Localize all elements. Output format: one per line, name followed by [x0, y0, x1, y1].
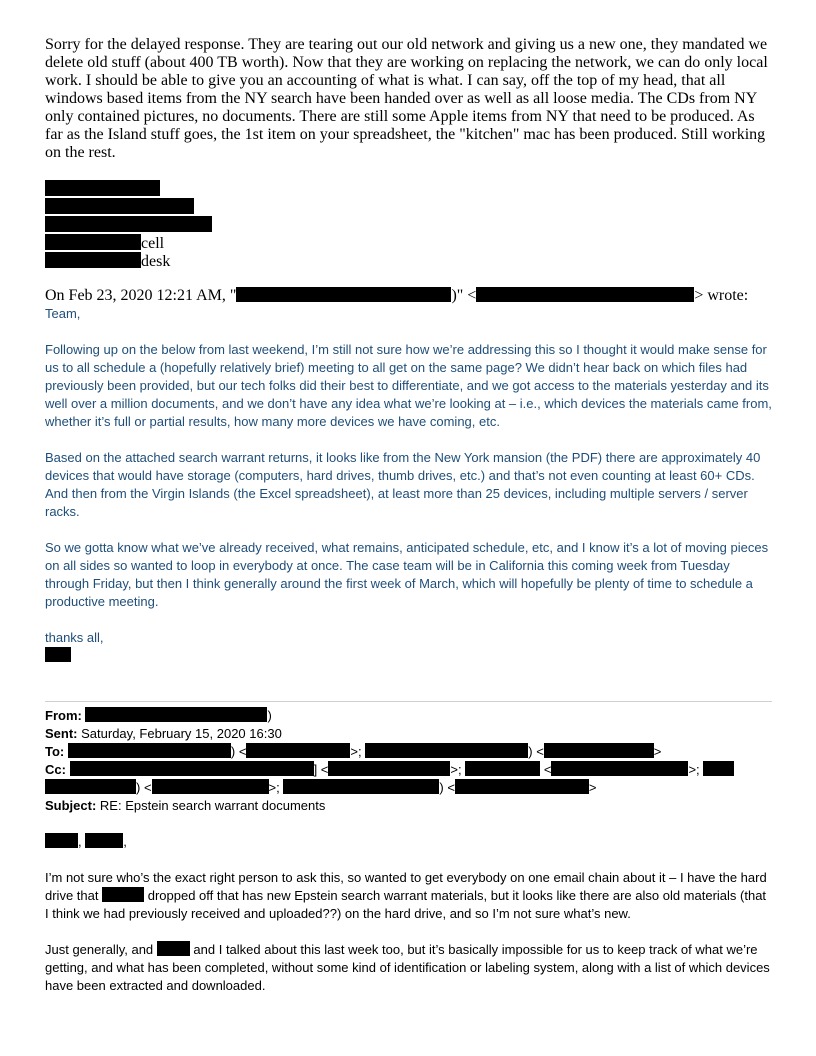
to-label: To: — [45, 744, 65, 759]
reply-body: Sorry for the delayed response. They are tearing out our old network and giving us a new one, they mandated we delete old stuff (about 400 TB worth). Now that they are working on replacing the network, we can do only local work. I should be able to give you an accounting of what is what. I can say, off the top of my head, that all windows based items from the NY search have been handed over as well as all loose media. The CDs from NY only contained pictures, no documents. There are still some Apple items from NY that need to be produced. As far as the Island stuff goes, the 1st item on your spreadsheet, the "kitchen" mac has been produced. Still working on the rest. — [45, 36, 768, 161]
quote-header-prefix: On Feb 23, 2020 12:21 AM, " — [45, 287, 237, 304]
redaction-block — [45, 234, 141, 250]
earlier-email-body: , , I’m not sure who’s the exact right person to ask this, so wanted to get everybody on one email chain about it – I have the hard drive that dropped off that has new Epstein search warrant materials, but it looks like there are also old materials (that I think we had previously received and uploaded??) on the hard drive, and so I’m not sure what’s new. Just generally, and and I talked about this last week too, but it’s basically impossible for us to keep track of what we’re getting, and what has been completed, without some kind of identification or labeling system, along with a list of which devices have been extracted and downloaded. — [45, 815, 772, 995]
quoted-message — [45, 305, 772, 665]
earlier-paragraph — [45, 869, 772, 923]
quote-header — [45, 287, 772, 305]
quote-header-mid: )" < — [451, 287, 477, 304]
redaction-block — [551, 761, 688, 776]
from-label: From: — [45, 708, 82, 723]
redaction-block — [476, 287, 694, 302]
redaction-block — [236, 287, 451, 302]
earlier-paragraph-part: dropped off that has new Epstein search warrant materials, but it looks like there are also old materials (that I think we had previously received and uploaded??) on the hard drive, and so I’m not sure what’s new. — [45, 888, 767, 921]
redaction-block — [246, 743, 350, 758]
redaction-block — [85, 707, 267, 722]
redaction-block — [85, 833, 123, 848]
earlier-email-header: From: ) Sent: Saturday, February 15, 2020 16:30 To: ) < >; ) < > Cc: ] < >; < >; ) < >; ) < > Subject: RE: Epstein search warrant documents — [45, 707, 772, 815]
redaction-block — [70, 761, 314, 776]
quoted-paragraph: Following up on the below from last weekend, I’m still not sure how we’re addressing this so I thought it would make sense for us to all schedule a (hopefully relatively brief) meeting to all get on the same page? We didn’t hear back on which files had previously been provided, but our tech folks did their best to differentiate, and we got access to the materials yesterday and its well over a million documents, and we don’t have any idea what we’re looking at – i.e., which devices the materials came from, whether it’s full or partial results, how many more devices we have coming, etc. — [45, 342, 772, 429]
cc-label: Cc: — [45, 762, 66, 777]
redaction-block — [45, 216, 212, 232]
redaction-block — [365, 743, 528, 758]
signature-desk-label: desk — [141, 253, 171, 270]
signature-block — [45, 180, 772, 270]
earlier-paragraph-part: I’m not sure who’s the exact right person to ask this, so wanted to get everybody on one email chain about it – I have the hard drive that — [45, 870, 767, 903]
quoted-paragraph: Based on the attached search warrant returns, it looks like from the New York mansion (the PDF) there are approximately 40 devices that would have storage (computers, hard drives, thumb drives, etc.) and that’s not even counting at least 60+ CDs. And then from the Virgin Islands (the Excel spreadsheet), at least more than 25 devices, including multiple servers / server racks. — [45, 450, 761, 519]
redaction-block — [152, 779, 269, 794]
redaction-block — [45, 647, 71, 662]
earlier-paragraph-part: Just generally, and — [45, 942, 154, 957]
sent-value: Saturday, February 15, 2020 16:30 — [81, 726, 282, 741]
quote-header-suffix: > wrote: — [694, 287, 749, 304]
quoted-greeting: Team, — [45, 306, 81, 321]
message-separator — [45, 701, 772, 702]
earlier-paragraph — [45, 941, 772, 995]
sent-label: Sent: — [45, 726, 78, 741]
quoted-paragraph: So we gotta know what we’ve already received, what remains, anticipated schedule, etc, and I know it’s a lot of moving pieces on all sides so wanted to loop in everybody at once. The case team will be in California this coming week from Tuesday through Friday, but then I think generally around the first week of March, which will hopefully be plenty of time to schedule a productive meeting. — [45, 540, 769, 609]
subject-value: RE: Epstein search warrant documents — [99, 798, 326, 813]
redaction-block — [45, 833, 78, 848]
redaction-block — [45, 198, 194, 214]
redaction-block — [465, 761, 540, 776]
redaction-block — [45, 252, 141, 268]
signature-cell-label: cell — [141, 235, 165, 252]
subject-label: Subject: — [45, 798, 97, 813]
redaction-block — [45, 779, 136, 794]
redaction-block — [455, 779, 589, 794]
redaction-block — [703, 761, 734, 776]
redaction-block — [544, 743, 654, 758]
redaction-block — [102, 887, 144, 902]
redaction-block — [157, 941, 190, 956]
quoted-closing: thanks all, — [45, 630, 104, 645]
redaction-block — [328, 761, 450, 776]
email-document — [45, 36, 772, 995]
redaction-block — [45, 180, 160, 196]
redaction-block — [283, 779, 439, 794]
earlier-paragraph-part: and I talked about this last week too, but it’s basically impossible for us to keep track of what we’re getting, and what has been completed, without some kind of identification or labeling system, along with a list of which devices have been extracted and downloaded. — [45, 942, 770, 993]
redaction-block — [68, 743, 231, 758]
